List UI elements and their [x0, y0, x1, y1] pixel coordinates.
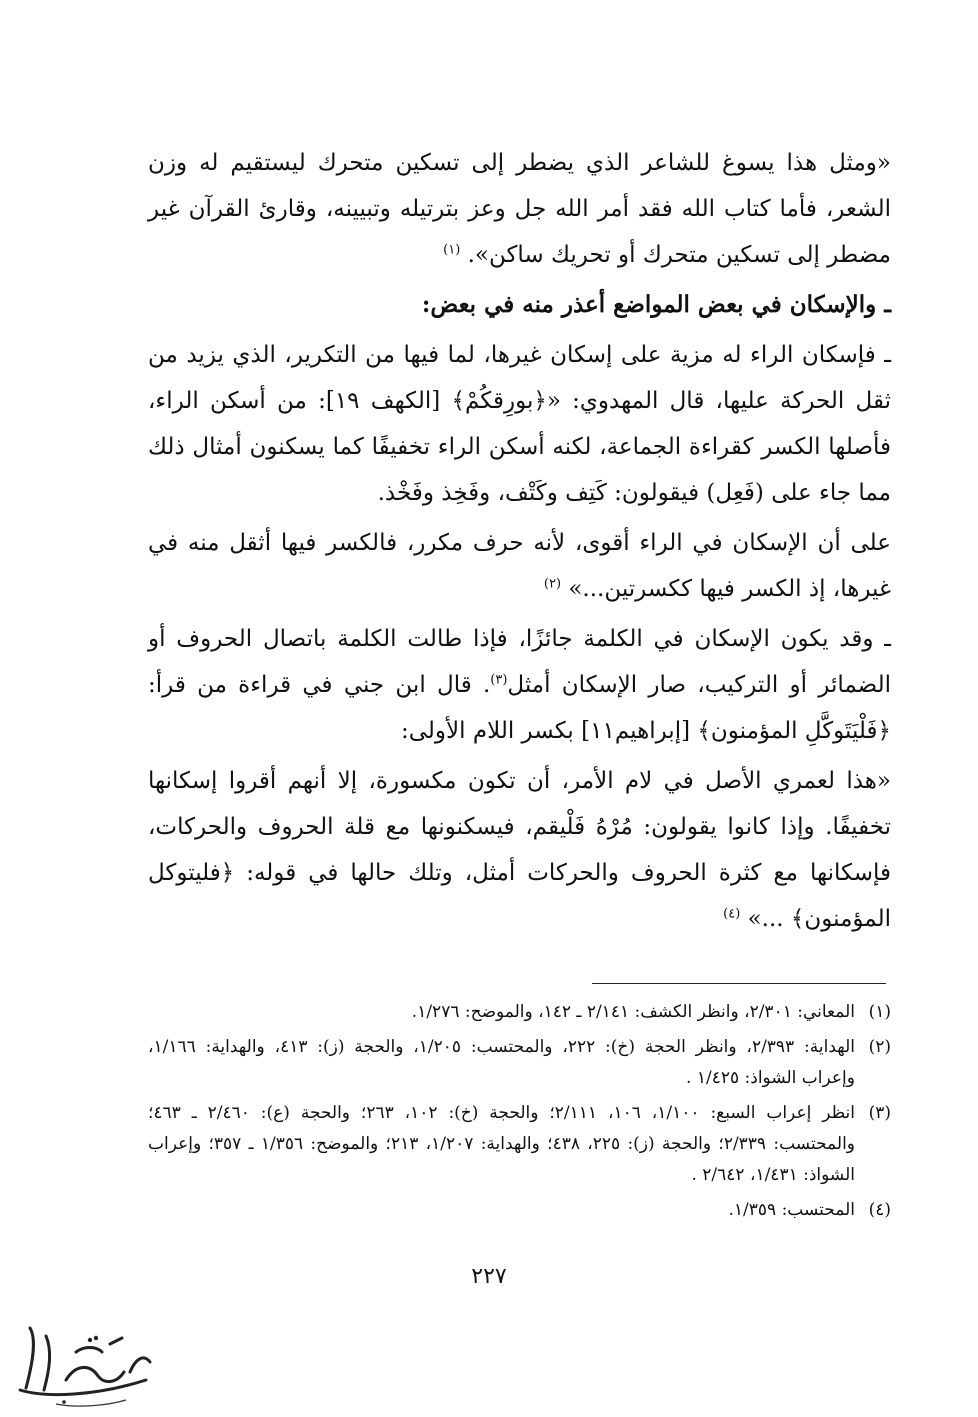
footnote-ref-1: (١) [443, 242, 461, 258]
page-number: ٢٢٧ [471, 1264, 507, 1289]
section-heading [148, 282, 891, 328]
footnote-3 [148, 1098, 891, 1191]
paragraph-long-word [148, 616, 891, 754]
main-text [148, 140, 891, 942]
calligraphy-seal-logo [6, 1318, 156, 1410]
paragraph-ra-strength [148, 520, 891, 612]
footnote-text: الهداية: ٢/٣٩٣، وانظر الحجة (خ): ٢٢٢، والمحتسب: ١/٢٠٥، والحجة (ز): ٤١٣، والهداية: ١/١٦٦، وإعراب الشواذ: ١/٤٢٥ . [148, 1037, 855, 1088]
footnote-number: (٢) [868, 1037, 891, 1057]
paragraph-text: «ومثل هذا يسوغ للشاعر الذي يضطر إلى تسكين متحرك ليستقيم له وزن الشعر، فأما كتاب الله فقد أمر الله جل وعز بترتيله وتبيينه، وقارئ القرآن غير مضطر إلى تسكين متحرك أو تحريك ساكن». [148, 150, 891, 268]
footnote-1 [148, 997, 891, 1028]
paragraph-text: ـ فإسكان الراء له مزية على إسكان غيرها، لما فيها من التكرير، الذي يزيد من ثقل الحركة عليها، قال المهدوي: «﴿بورِقكُمْ﴾ [الكهف ١٩]: من أسكن الراء، فأصلها الكسر كقراءة الجماعة، لكنه أسكن الراء تخفيفًا كما يسكنون أمثال ذلك مما جاء على (فَعِل) فيقولون: كَتِف وكَتْف، وفَخِذ وفَخْذ. [148, 342, 891, 506]
paragraph-text: على أن الإسكان في الراء أقوى، لأنه حرف مكرر، فالكسر فيها أثقل منه في غيرها، إذ الكسر فيها ككسرتين...» [148, 530, 891, 602]
footnote-text: المعاني: ٢/٣٠١، وانظر الكشف: ٢/١٤١ ـ ١٤٢، والموضح: ١/٢٧٦. [411, 1002, 855, 1022]
footnote-text: المحتسب: ١/٣٥٩. [728, 1200, 855, 1220]
paragraph-quote-1 [148, 140, 891, 278]
footnote-ref-4: (٤) [723, 906, 741, 922]
footnote-number: (٣) [868, 1103, 891, 1123]
heading-text: ـ والإسكان في بعض المواضع أعذر منه في بعض: [421, 291, 891, 318]
footnote-4 [148, 1195, 891, 1226]
footnotes [148, 997, 891, 1230]
paragraph-text: «هذا لعمري الأصل في لام الأمر، أن تكون مكسورة، إلا أنهم أقروا إسكانها تخفيفًا. وإذا كانوا يقولون: مُرْهُ فَلْيقم، فيسكنونها مع قلة الحروف والحركات، فإسكانها مع كثرة الحروف والحركات أمثل، وتلك حالها في قوله: ﴿فليتوكل المؤمنون﴾ ...» [148, 768, 891, 932]
footnote-number: (٤) [868, 1200, 891, 1220]
paragraph-quote-ibn-jinni [148, 758, 891, 942]
footnote-2 [148, 1032, 891, 1094]
paragraph-ra-sukun [148, 332, 891, 516]
paragraph-text: ـ وقد يكون الإسكان في الكلمة جائزًا، فإذا طالت الكلمة باتصال الحروف أو الضمائر أو التركيب، صار الإسكان أمثل [148, 626, 892, 698]
footnote-ref-2: (٢) [543, 576, 562, 592]
footnote-ref-3: (٣) [490, 672, 508, 688]
footnote-text: انظر إعراب السبع: ١/١٠٠، ١٠٦، ٢/١١١؛ والحجة (خ): ١٠٢، ٢٦٣؛ والحجة (ع): ٢/٤٦٠ ـ ٤٦٣؛ والمحتسب: ٢/٣٣٩؛ والحجة (ز): ٢٢٥، ٤٣٨؛ والهداية: ١/٢٠٧، ٢١٣؛ والموضح: ١/٣٥٦ ـ ٣٥٧؛ وإعراب الشواذ: ١/٤٣١، ٢/٦٤٢ . [148, 1103, 855, 1185]
footnote-number: (١) [868, 1002, 891, 1022]
paragraph-text-tail: . قال ابن جني في قراءة من قرأ: ﴿فَلْيَتَوكَّلِ المؤمنون﴾ [إبراهيم١١] بكسر اللام الأولى: [148, 672, 891, 744]
footnote-divider [592, 983, 886, 984]
